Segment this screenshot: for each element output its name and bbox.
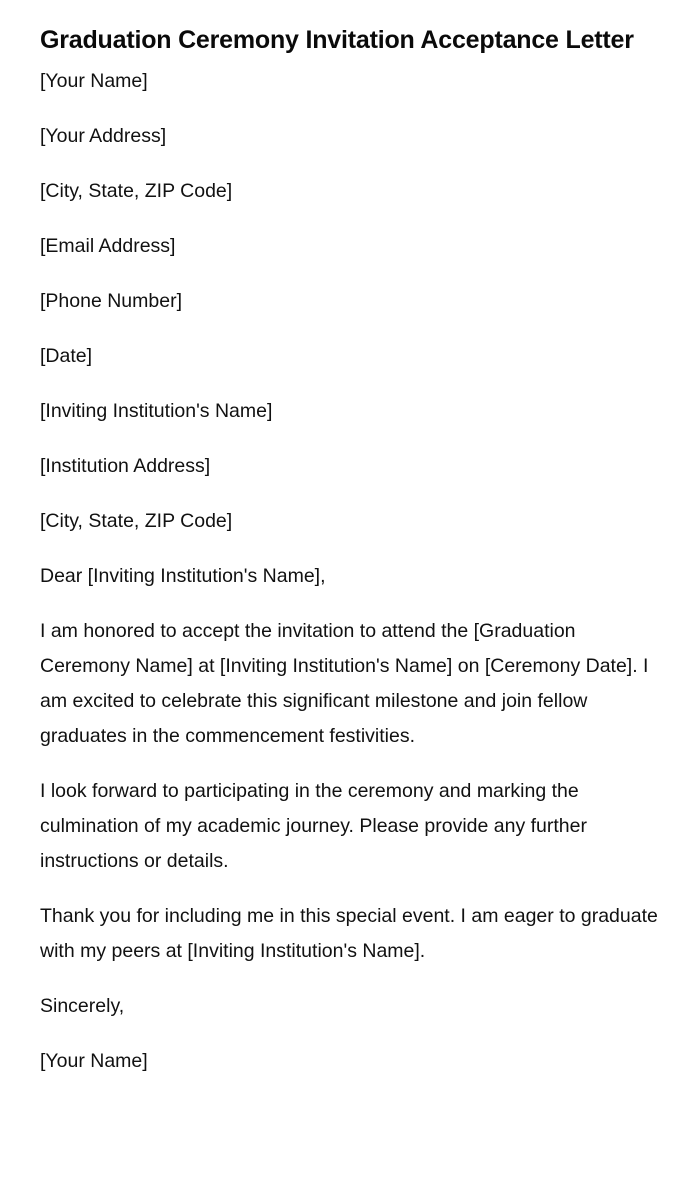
closing: Sincerely, <box>40 995 125 1017</box>
body-paragraph: Thank you for including me in this special event. I am eager to graduate with my peers at [Inviting Institution's Name]. <box>40 905 658 962</box>
recipient-block <box>40 394 660 539</box>
sender-block <box>40 64 660 374</box>
letter-date: [Date] <box>40 345 93 367</box>
letter-title: Graduation Ceremony Invitation Acceptance Letter <box>40 26 634 54</box>
recipient-name: [Inviting Institution's Name] <box>40 400 273 422</box>
salutation: Dear [Inviting Institution's Name], <box>40 565 326 587</box>
sender-email: [Email Address] <box>40 235 176 257</box>
recipient-city-state-zip: [City, State, ZIP Code] <box>40 510 233 532</box>
body-paragraph: I look forward to participating in the ceremony and marking the culmination of my academic journey. Please provide any further instructions or details. <box>40 780 587 872</box>
recipient-address: [Institution Address] <box>40 455 211 477</box>
sender-phone: [Phone Number] <box>40 290 182 312</box>
sender-city-state-zip: [City, State, ZIP Code] <box>40 180 233 202</box>
body-paragraph: I am honored to accept the invitation to attend the [Graduation Ceremony Name] at [Inviting Institution's Name] on [Ceremony Date]. I am excited to celebrate this significant milestone and join fellow graduates in the commencement festivities. <box>40 620 649 747</box>
sender-address: [Your Address] <box>40 125 167 147</box>
sender-name: [Your Name] <box>40 70 148 92</box>
signature: [Your Name] <box>40 1050 148 1072</box>
